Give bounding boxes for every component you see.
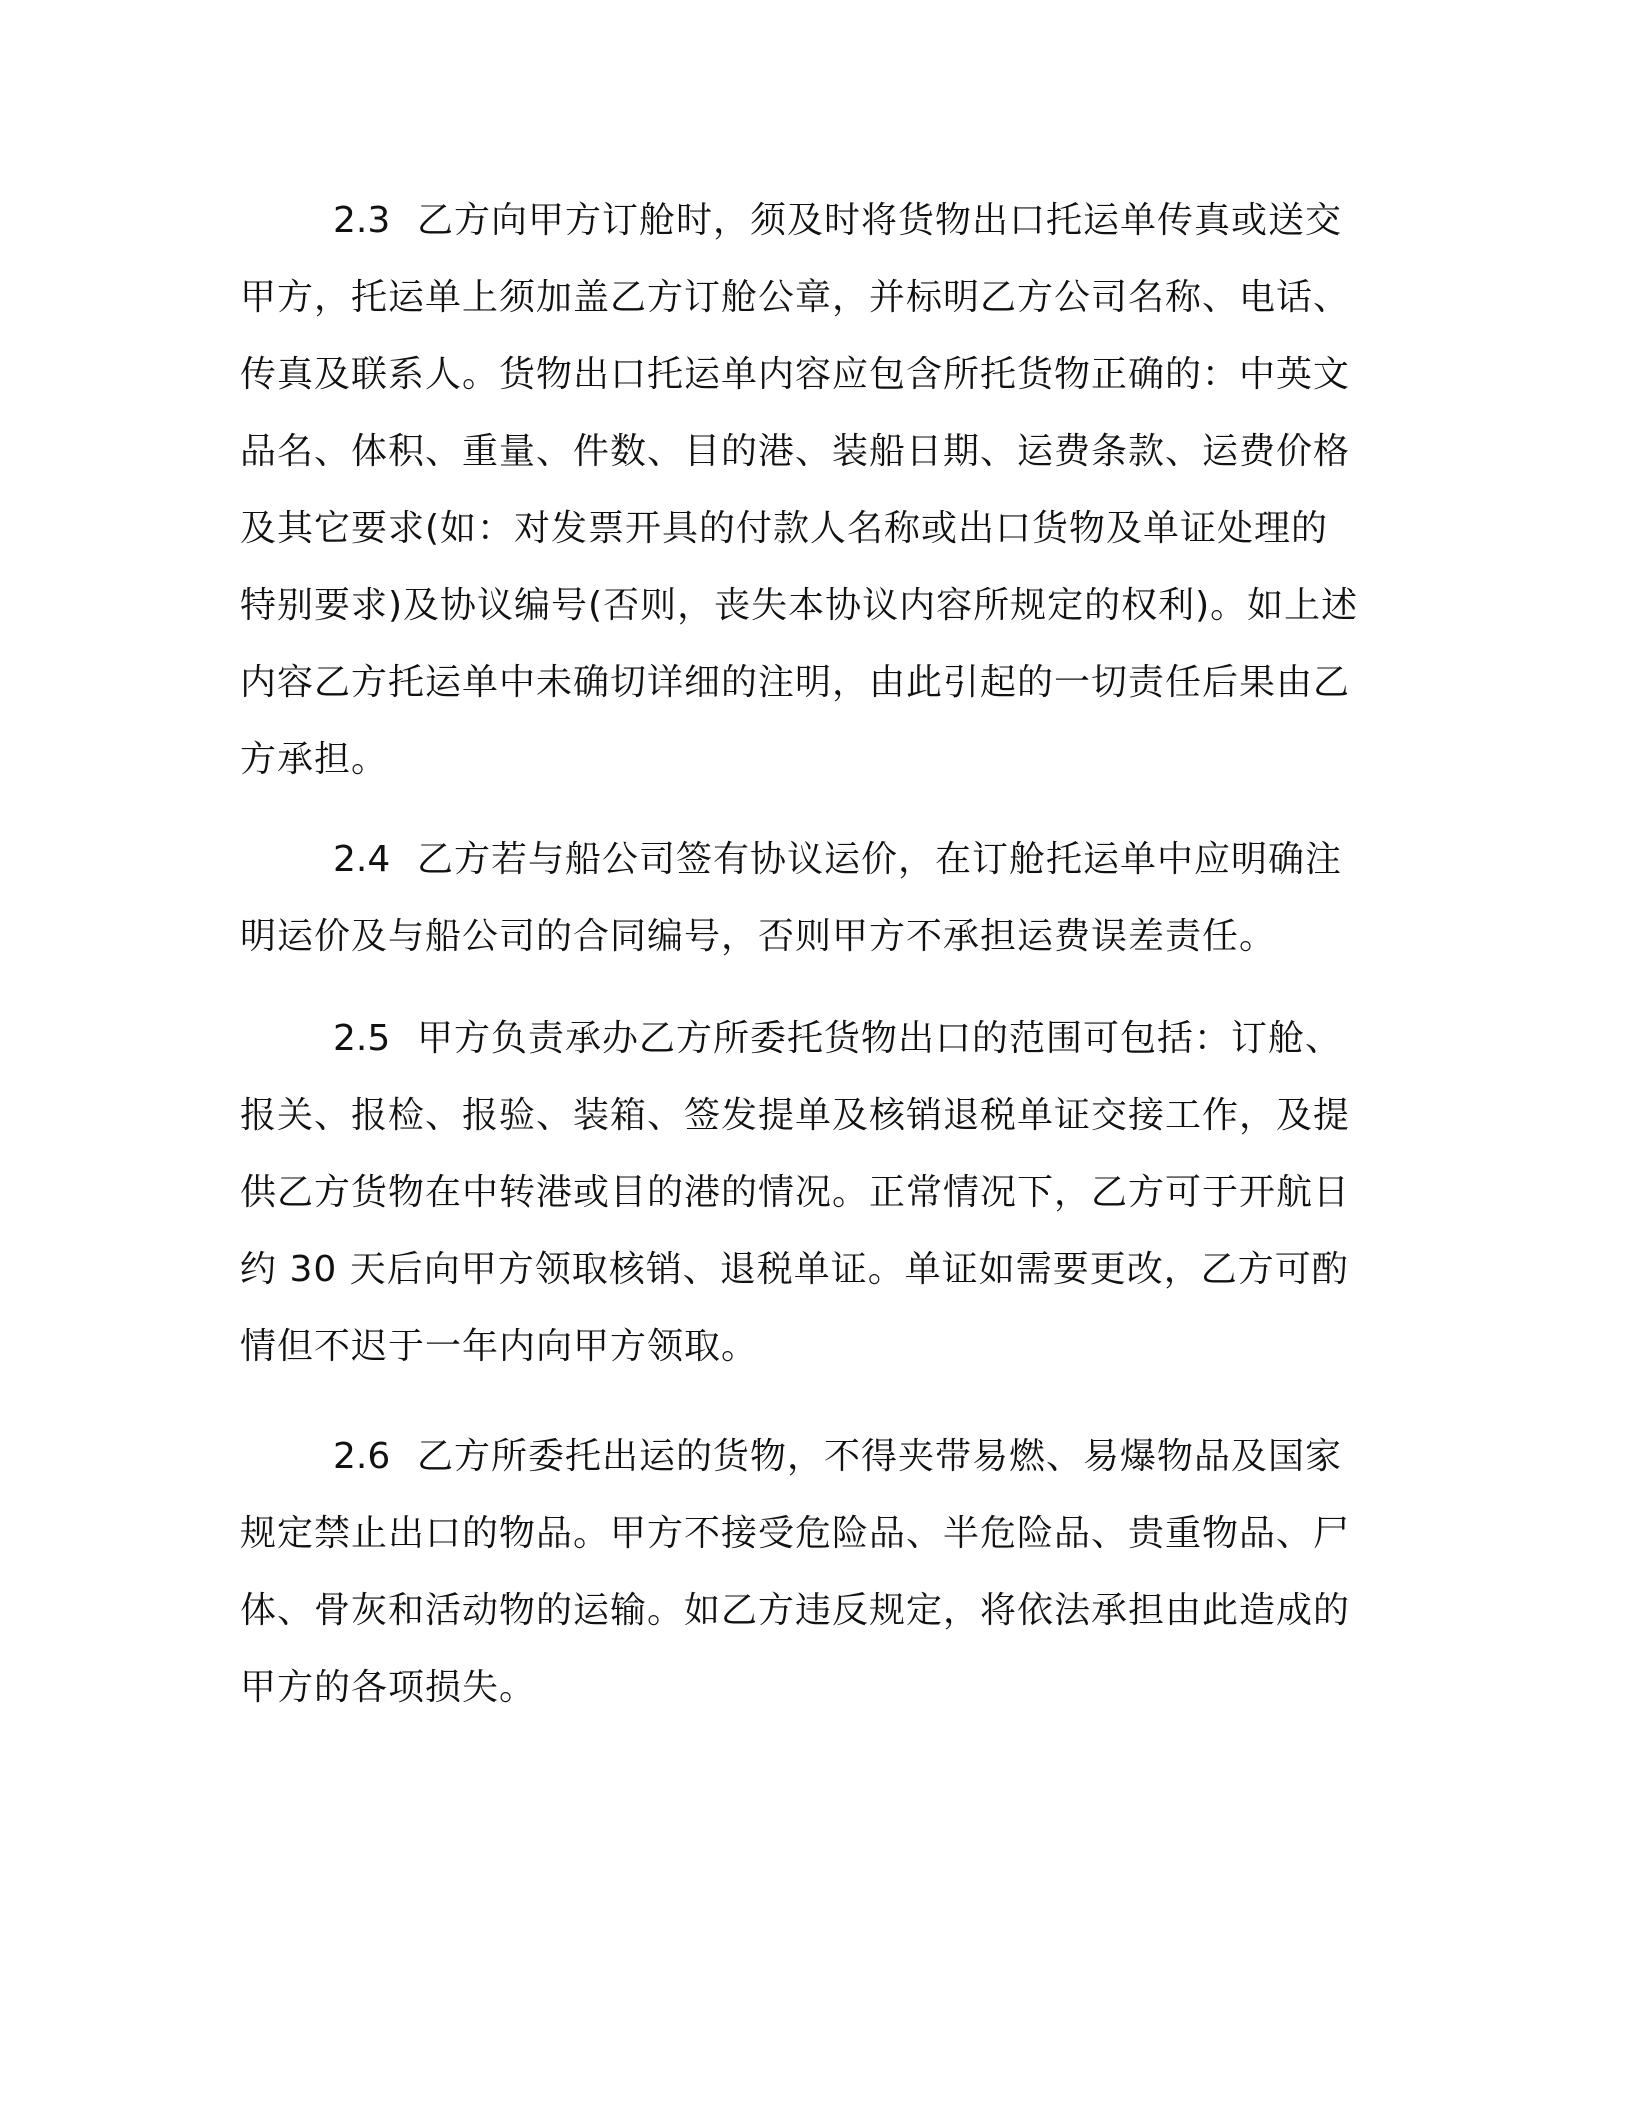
clause-number: 2.4 <box>333 839 391 880</box>
clause-number: 2.5 <box>333 1018 391 1059</box>
clause-text: 乙方所委托出运的货物，不得夹带易燃、易爆物品及国家规定禁止出口的物品。甲方不接受危险品、半危险品、贵重物品、尸体、骨灰和活动物的运输。如乙方违反规定，将依法承担由此造成的甲方的各项损失。 <box>240 1436 1351 1708</box>
clause-text: 乙方若与船公司签有协议运价，在订舱托运单中应明确注明运价及与船公司的合同编号，否则甲方不承担运费误差责任。 <box>240 839 1343 957</box>
document-page <box>240 0 1365 2112</box>
clause-number: 2.6 <box>333 1436 391 1477</box>
clause-2-5 <box>240 1000 1365 1385</box>
clause-2-3 <box>240 182 1365 798</box>
clause-text: 乙方向甲方订舱时，须及时将货物出口托运单传真或送交甲方，托运单上须加盖乙方订舱公章，并标明乙方公司名称、电话、传真及联系人。货物出口托运单内容应包含所托货物正确的：中英文品名、体积、重量、件数、目的港、装船日期、运费条款、运费价格及其它要求(如：对发票开具的付款人名称或出口货物及单证处理的特别要求)及协议编号(否则，丧失本协议内容所规定的权利)。如上述内容乙方托运单中未确切详细的注明，由此引起的一切责任后果由乙方承担。 <box>240 200 1359 780</box>
clause-2-6 <box>240 1418 1365 1726</box>
clause-number: 2.3 <box>333 200 391 241</box>
clause-text: 甲方负责承办乙方所委托货物出口的范围可包括：订舱、报关、报检、报验、装箱、签发提单及核销退税单证交接工作，及提供乙方货物在中转港或目的港的情况。正常情况下，乙方可于开航日约 30 天后向甲方领取核销、退税单证。单证如需要更改，乙方可酌情但不迟于一年内向甲方领取。 <box>240 1018 1351 1367</box>
clause-2-4 <box>240 821 1365 975</box>
